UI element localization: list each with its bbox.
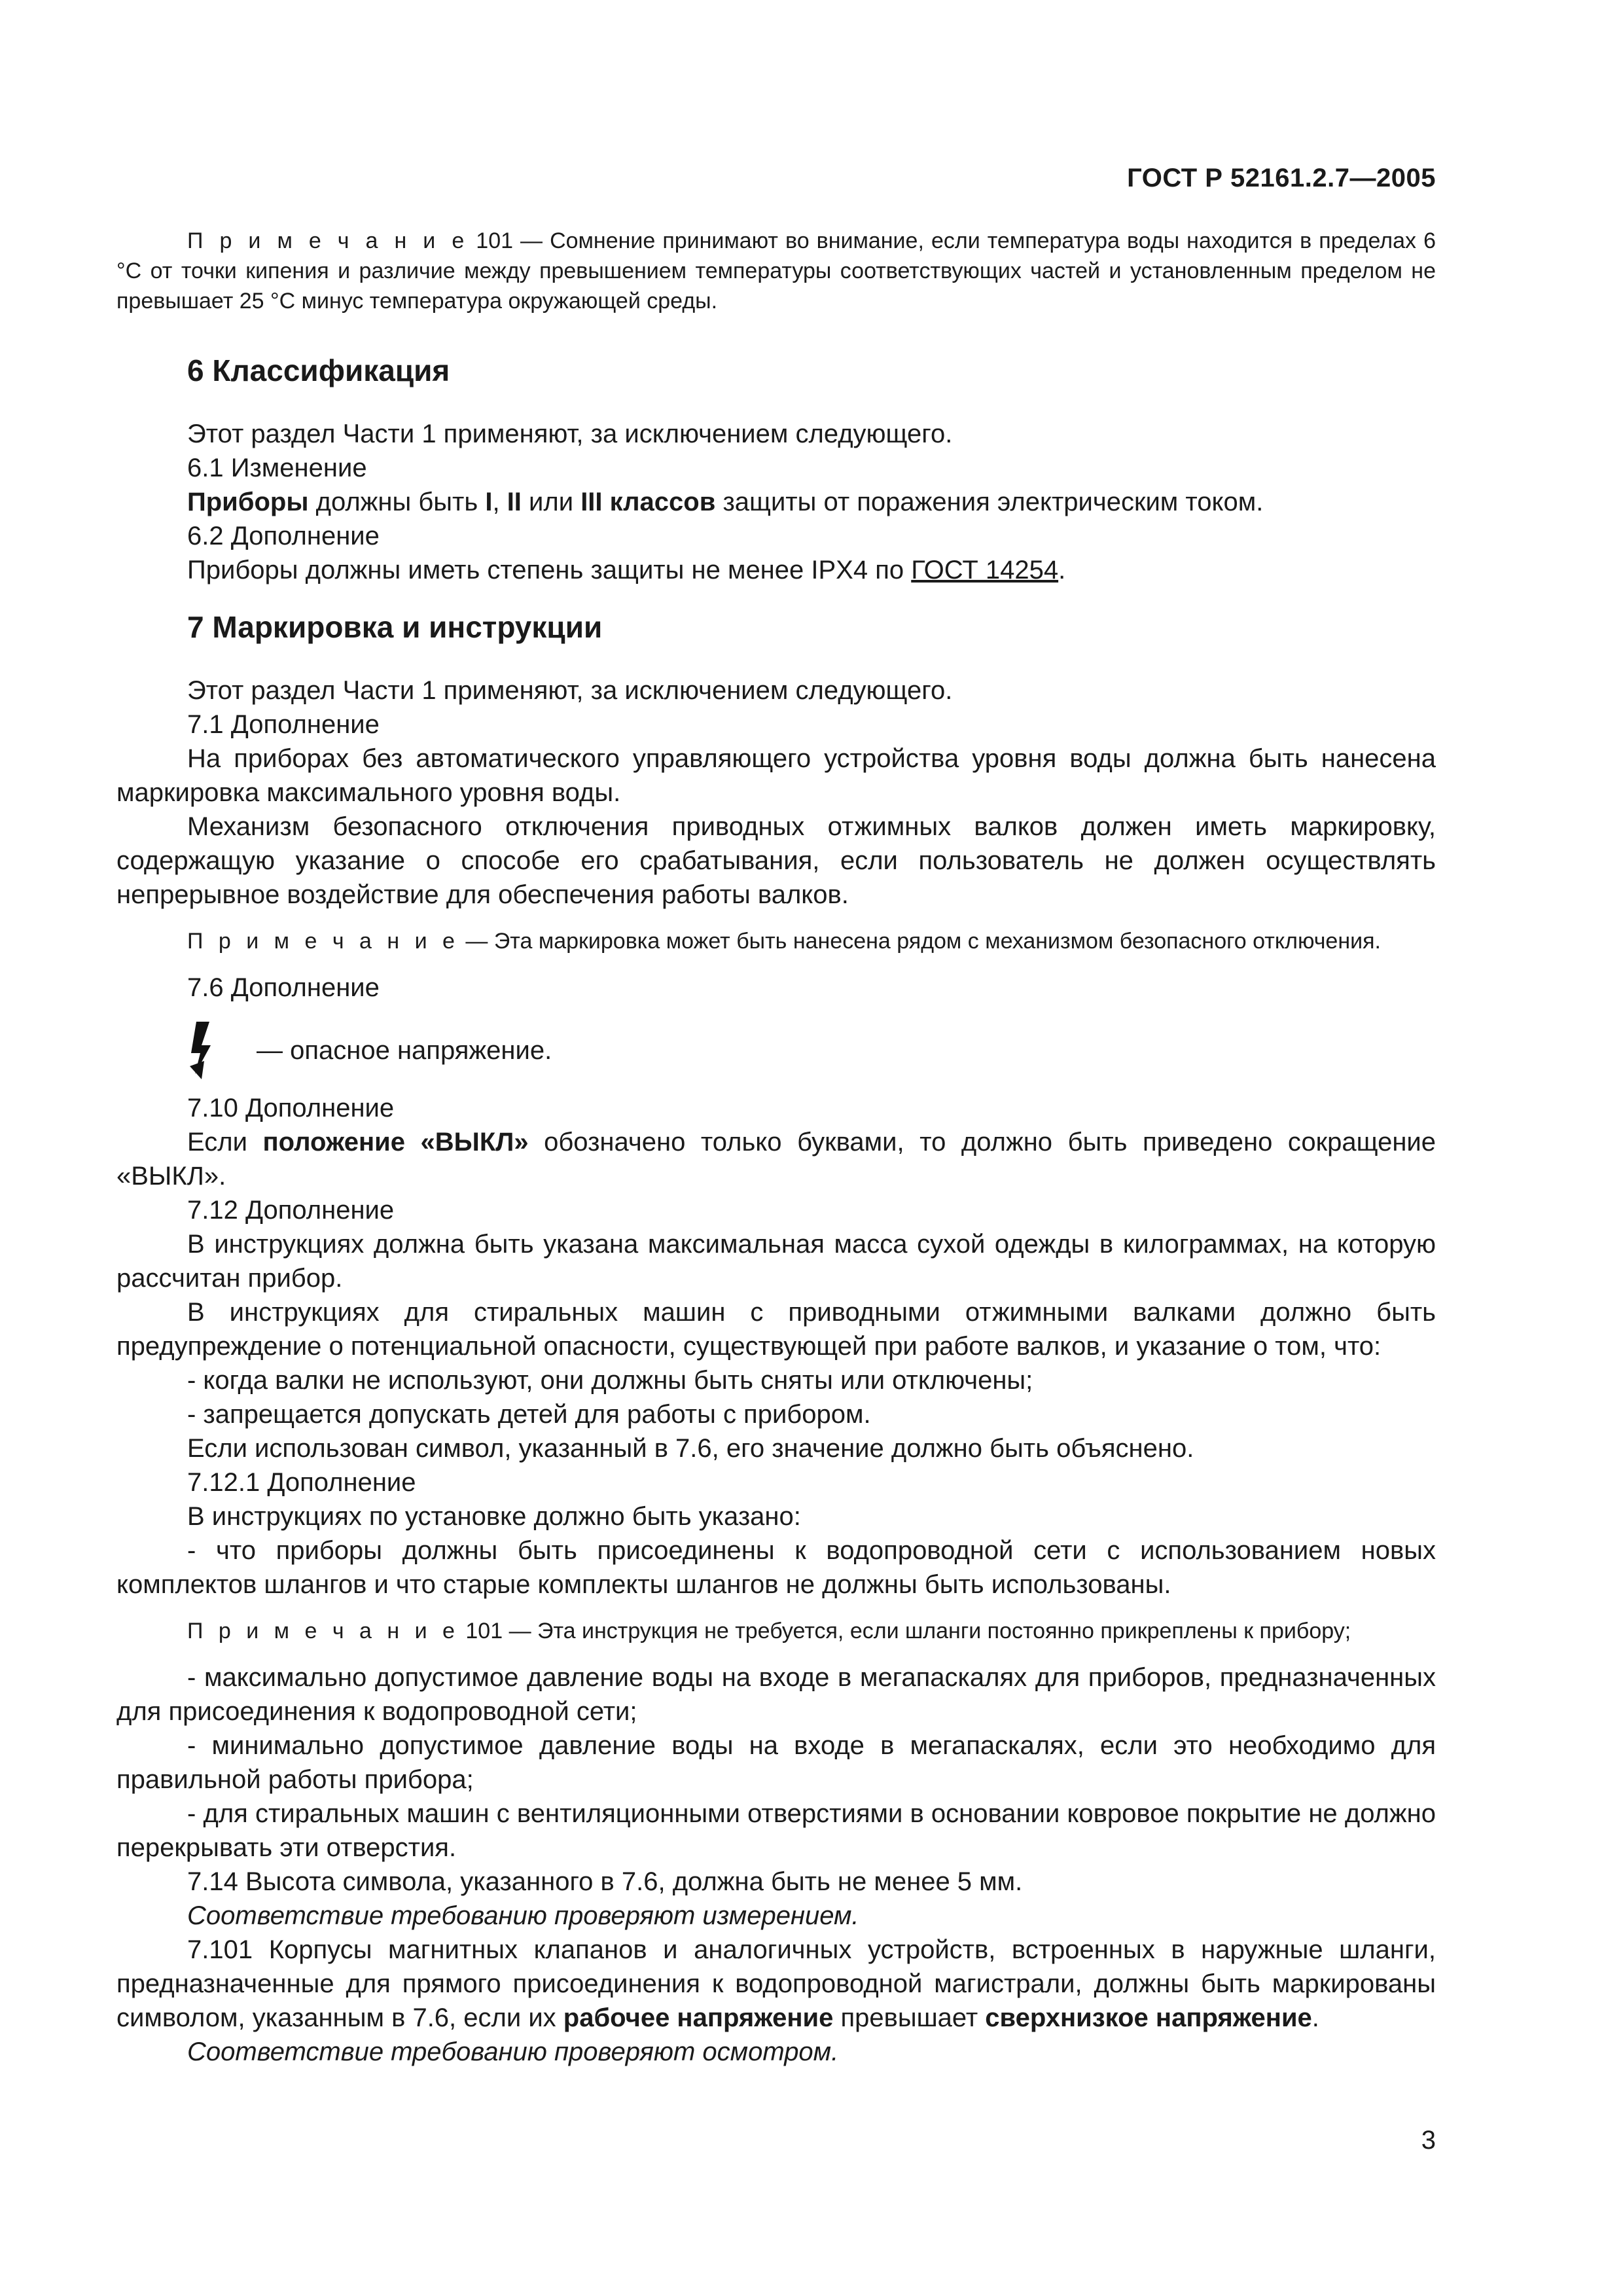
gost-14254-link[interactable]: ГОСТ 14254 <box>911 556 1059 584</box>
clause-7-12-para-a: В инструкциях должна быть указана максимальная масса сухой одежды в килограммах, на которую рассчитан прибор. <box>116 1230 1436 1293</box>
term-appliances: Приборы <box>187 488 309 516</box>
note-text: — Эта маркировка может быть нанесена рядом с механизмом безопасного отключения. <box>459 929 1381 954</box>
text-span: , <box>492 488 507 516</box>
symbol-description: — опасное напряжение. <box>257 1036 552 1065</box>
clause-7-101 <box>116 1933 1436 2035</box>
clause-7-6: 7.6 Дополнение <box>187 973 380 1002</box>
term-class-iii: III классов <box>580 488 716 516</box>
clause-7-12-item-2: - запрещается допускать детей для работы с прибором. <box>187 1400 871 1429</box>
section-6-intro: Этот раздел Части 1 применяют, за исключением следующего. <box>187 420 953 448</box>
note-text: 101 — Сомнение принимают во внимание, если температура воды находится в пределах 6 °С от точки кипения и различие между превышением температуры соответствующих частей и установленным пределом не превышает 25 °С минус температура окружающей среды. <box>116 228 1436 314</box>
clause-7-12-1-item-2: - максимально допустимое давление воды на входе в мегапаскалях для приборов, предназначенных для присоединения к водопроводной сети; <box>116 1663 1436 1726</box>
clause-7-12-1-item-1: - что приборы должны быть присоединены к водопроводной сети с использованием новых комплектов шлангов и что старые комплекты шлангов не должны быть использованы. <box>116 1536 1436 1599</box>
clause-6-1-text <box>116 485 1436 519</box>
clause-7-14: 7.14 Высота символа, указанного в 7.6, должна быть не менее 5 мм. <box>187 1867 1023 1896</box>
text-span: защиты от поражения электрическим током. <box>715 488 1264 516</box>
note-label: П р и м е ч а н и е <box>187 929 459 954</box>
text-span: должны быть <box>308 488 486 516</box>
text-span: . <box>1058 556 1066 584</box>
term-working-voltage: рабочее напряжение <box>563 2003 834 2032</box>
clause-7-10: 7.10 Дополнение <box>187 1094 395 1122</box>
text-span: 7.101 Корпусы магнитных клапанов и аналогичных устройств, встроенных в наружные шланги, предназначенные для прямого присоединения к водопроводной магистрали, должны быть маркированы символом, указанным в 7.6, если их <box>116 1935 1436 2032</box>
note-101-hoses <box>116 1616 1436 1646</box>
note-text: 101 — Эта инструкция не требуется, если шланги постоянно прикреплены к прибору; <box>459 1619 1351 1643</box>
clause-7-12-para-e: Если использован символ, указанный в 7.6, его значение должно быть объяснено. <box>187 1434 1194 1463</box>
clause-7-12-1-item-3: - минимально допустимое давление воды на входе в мегапаскалях, если это необходимо для правильной работы прибора; <box>116 1731 1436 1794</box>
clause-6-2-text <box>116 553 1436 587</box>
section-6-title: 6 Классификация <box>187 353 450 387</box>
clause-6-1: 6.1 Изменение <box>187 454 367 482</box>
page-number: 3 <box>1421 2126 1436 2155</box>
clause-7-12-1-item-4: - для стиральных машин с вентиляционными отверстиями в основании ковровое покрытие не должно перекрывать эти отверстия. <box>116 1799 1436 1862</box>
text-span: обозначено только буквами, то должно быть приведено сокращение «ВЫКЛ». <box>116 1128 1436 1191</box>
clause-7-12-item-1: - когда валки не используют, они должны быть сняты или отключены; <box>187 1366 1033 1395</box>
document-header: ГОСТ Р 52161.2.7—2005 <box>1127 164 1436 192</box>
text-span: или <box>521 488 581 516</box>
note-label: П р и м е ч а н и е <box>187 1619 459 1643</box>
clause-7-1-para-b: Механизм безопасного отключения приводных отжимных валков должен иметь маркировку, содержащую указание о способе его срабатывания, если пользователь не должен осуществлять непрерывное воздействие для обеспечения работы валков. <box>116 812 1436 909</box>
clause-7-12: 7.12 Дополнение <box>187 1196 395 1225</box>
term-off-position: положение «ВЫКЛ» <box>262 1128 529 1157</box>
clause-7-12-1-para-a: В инструкциях по установке должно быть указано: <box>187 1502 801 1531</box>
text-span: . <box>1311 2003 1319 2032</box>
clause-7-12-para-b: В инструкциях для стиральных машин с приводными отжимными валками должно быть предупреждение о потенциальной опасности, существующей при работе валков, и указание о том, что: <box>116 1298 1436 1361</box>
clause-7-12-1: 7.12.1 Дополнение <box>187 1468 416 1497</box>
clause-7-1: 7.1 Дополнение <box>187 710 380 739</box>
compliance-check-measurement: Соответствие требованию проверяют измерением. <box>187 1901 859 1930</box>
text-span: превышает <box>833 2003 986 2032</box>
term-class-i: I <box>485 488 493 516</box>
clause-6-2: 6.2 Дополнение <box>187 522 380 550</box>
note-7-1 <box>116 926 1436 956</box>
term-extra-low-voltage: сверхнизкое напряжение <box>985 2003 1312 2032</box>
note-label: П р и м е ч а н и е <box>187 228 469 253</box>
note-101-top <box>116 226 1436 316</box>
symbol-row <box>116 1018 1436 1083</box>
clause-7-1-para-a: На приборах без автоматического управляющего устройства уровня воды должна быть нанесена маркировка максимального уровня воды. <box>116 744 1436 807</box>
clause-7-10-text <box>116 1125 1436 1193</box>
term-class-ii: II <box>507 488 522 516</box>
high-voltage-icon <box>187 1020 216 1081</box>
section-7-title: 7 Маркировка и инструкции <box>187 610 603 644</box>
text-span: Если <box>187 1128 263 1157</box>
document-page <box>116 0 1436 2296</box>
section-7-intro: Этот раздел Части 1 применяют, за исключением следующего. <box>187 676 953 705</box>
compliance-check-inspection: Соответствие требованию проверяют осмотром. <box>187 2037 839 2066</box>
text-span: Приборы должны иметь степень защиты не менее IPX4 по <box>187 556 912 584</box>
document-body <box>116 226 1436 2069</box>
